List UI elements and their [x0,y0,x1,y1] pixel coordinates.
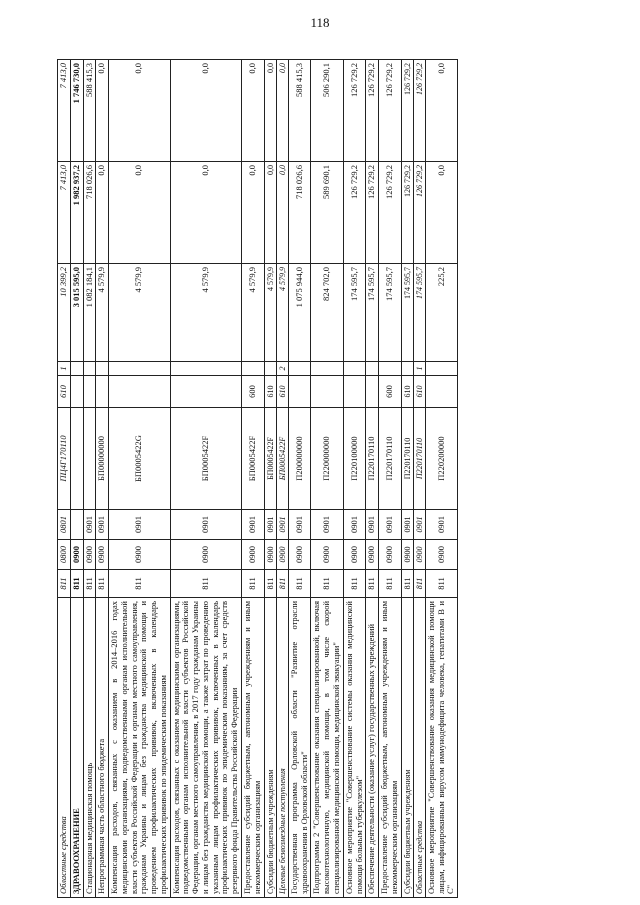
amount-2018: 10 399,2 [58,264,71,362]
row-title: Непрограммная часть областного бюджета [96,598,109,898]
table-row [343,60,366,898]
ministry-code: 811 [401,570,413,598]
subsection-code: 0801 [58,510,71,540]
table-row [276,60,288,898]
target-article-code: ПЦ4Г170110 [58,408,71,510]
amount-2019: 718 026,6 [288,162,311,264]
subsection-code: 0901 [109,510,171,540]
ministry-code: 811 [413,570,425,598]
subsection-code: 0901 [401,510,413,540]
amount-2020: 0,0 [264,60,276,162]
amount-2019: 126 729,2 [379,162,402,264]
target-article-code: БП00000000 [96,408,109,510]
target-article-code: БП0005422F [242,408,265,510]
subsection-code: 0901 [311,510,343,540]
target-article-code: П220100000 [343,408,366,510]
subsection-code: 0901 [96,510,109,540]
row-title: Областные средства [413,598,425,898]
amount-2020: 0,0 [276,60,288,162]
row-title: Целевые безвозмездные поступления [276,598,288,898]
row-title: ЗДРАВООХРАНЕНИЕ [70,598,83,898]
budget-table [57,59,458,898]
amount-2018: 225,2 [425,264,457,362]
amount-2020: 0,0 [96,60,109,162]
section-code: 0900 [83,540,96,570]
amount-2020: 588 415,3 [83,60,96,162]
amount-2019: 0,0 [276,162,288,264]
expense-type-code: 610 [276,376,288,408]
amount-2020: 0,0 [242,60,265,162]
table-row [288,60,311,898]
subsection-code: 0901 [413,510,425,540]
row-title: Областные средства [58,598,71,898]
ministry-code: 811 [288,570,311,598]
subsection-code: 0901 [288,510,311,540]
row-title: Компенсация расходов, связанных с оказанием медицинскими организациями, подведомственными органам исполнительной власти субъектов Российской Федерации, органам местного самоуправления, в 2017 году гражданам Украины и лицам без гражданства медицинской помощи, а также затрат по проведению указанным лицам профилактических прививок, включенных в календарь профилактических прививок по эпидемическим показаниям, за счет средств резервного фонда Правительства Российской Федерации [170,598,241,898]
expense-type-code [109,376,171,408]
section-code: 0800 [58,540,71,570]
row-title: Компенсация расходов, связанных с оказанием в 2014–2016 годах медицинскими организациями, подведомственными органам исполнительной власти субъектов Российской Федерации и органам местного самоуправления, гражданам Украины и лицам без гражданства медицинской помощи и проведением профилактических прививок, включенных в календарь профилактических прививок по эпидемическим показаниям [109,598,171,898]
expense-type-code [170,376,241,408]
row-title: Подпрограмма 2 "Совершенствование оказания специализированной, включая высокотехнологичную, медицинской помощи, в том числе скорой специализированной медицинской помощи, медицинской эвакуации" [311,598,343,898]
amount-2020: 0,0 [109,60,171,162]
expense-type-code [83,376,96,408]
expense-type-code [70,376,83,408]
table-row [366,60,379,898]
amount-2019: 0,0 [264,162,276,264]
amount-2020: 126 729,2 [379,60,402,162]
ministry-code: 811 [109,570,171,598]
amount-2019: 126 729,2 [401,162,413,264]
section-code: 0900 [170,540,241,570]
source-code: 2 [276,362,288,376]
amount-2019: 126 729,2 [413,162,425,264]
source-code [170,362,241,376]
section-code: 0900 [401,540,413,570]
table-row [413,60,425,898]
amount-2018: 4 579,9 [242,264,265,362]
expense-type-code [288,376,311,408]
target-article-code: П220170110 [366,408,379,510]
row-title: Предоставление субсидий бюджетным, автономным учреждениям и иным некоммерческим организациям [242,598,265,898]
subsection-code: 0901 [366,510,379,540]
row-title: Основное мероприятие "Совершенствование системы оказания медицинской помощи больным туберкулезом" [343,598,366,898]
ministry-code: 811 [96,570,109,598]
table-row [170,60,241,898]
source-code [70,362,83,376]
section-code: 0900 [366,540,379,570]
section-code: 0900 [288,540,311,570]
amount-2019: 589 690,1 [311,162,343,264]
budget-table-area [57,60,577,898]
source-code [343,362,366,376]
ministry-code: 811 [83,570,96,598]
source-code [288,362,311,376]
target-article-code: БП0005422G [109,408,171,510]
amount-2020: 1 746 730,0 [70,60,83,162]
amount-2019: 126 729,2 [343,162,366,264]
subsection-code: 0901 [242,510,265,540]
amount-2019: 0,0 [109,162,171,264]
source-code [242,362,265,376]
amount-2020: 126 729,2 [413,60,425,162]
amount-2019: 0,0 [242,162,265,264]
ministry-code: 811 [379,570,402,598]
expense-type-code: 610 [264,376,276,408]
expense-type-code: 600 [379,376,402,408]
source-code [311,362,343,376]
subsection-code: 0901 [343,510,366,540]
expense-type-code: 610 [401,376,413,408]
page-number: 118 [310,15,330,30]
amount-2019: 718 026,6 [83,162,96,264]
target-article-code: П220170110 [379,408,402,510]
ministry-code: 811 [170,570,241,598]
table-row [58,60,71,898]
source-code [264,362,276,376]
section-code: 0900 [379,540,402,570]
amount-2020: 126 729,2 [343,60,366,162]
section-code: 0900 [264,540,276,570]
ministry-code: 811 [311,570,343,598]
subsection-code: 0901 [276,510,288,540]
source-code [366,362,379,376]
amount-2018: 174 595,7 [366,264,379,362]
row-title: Субсидии бюджетным учреждениям [401,598,413,898]
row-title: Основное мероприятие "Совершенствование оказания медицинской помощи лицам, инфицированным вирусом иммунодефицита человека, гепатитами В и С" [425,598,457,898]
expense-type-code [96,376,109,408]
ministry-code: 811 [343,570,366,598]
source-code [401,362,413,376]
amount-2019: 1 982 937,2 [70,162,83,264]
expense-type-code [366,376,379,408]
amount-2018: 4 579,9 [170,264,241,362]
amount-2019: 0,0 [96,162,109,264]
target-article-code: П220000000 [311,408,343,510]
amount-2020: 506 290,1 [311,60,343,162]
table-row [379,60,402,898]
source-code: 1 [58,362,71,376]
expense-type-code [425,376,457,408]
table-row [311,60,343,898]
amount-2018: 4 579,9 [109,264,171,362]
section-code: 0900 [413,540,425,570]
target-article-code: БП0005422F [276,408,288,510]
amount-2018: 824 702,0 [311,264,343,362]
amount-2019: 0,0 [425,162,457,264]
table-row [242,60,265,898]
target-article-code: П220200000 [425,408,457,510]
row-title: Стационарная медицинская помощь [83,598,96,898]
ministry-code: 811 [242,570,265,598]
target-article-code: П220170110 [413,408,425,510]
subsection-code: 0901 [170,510,241,540]
target-article-code: П220170110 [401,408,413,510]
subsection-code: 0901 [379,510,402,540]
expense-type-code [311,376,343,408]
table-row [83,60,96,898]
amount-2018: 174 595,7 [401,264,413,362]
amount-2018: 174 595,7 [379,264,402,362]
amount-2020: 126 729,2 [366,60,379,162]
section-code: 0900 [343,540,366,570]
subsection-code: 0901 [425,510,457,540]
table-row [96,60,109,898]
subsection-code [70,510,83,540]
section-code: 0900 [276,540,288,570]
expense-type-code: 610 [413,376,425,408]
amount-2020: 7 413,0 [58,60,71,162]
table-row [401,60,413,898]
amount-2018: 1 075 944,0 [288,264,311,362]
row-title: Обеспечение деятельности (оказание услуг) государственных учреждений [366,598,379,898]
table-row [425,60,457,898]
ministry-code: 811 [264,570,276,598]
amount-2018: 174 595,7 [343,264,366,362]
row-title: Государственная программа Орловской области "Развитие отрасли здравоохранения в Орловской области" [288,598,311,898]
source-code [379,362,402,376]
amount-2020: 0,0 [425,60,457,162]
amount-2019: 126 729,2 [366,162,379,264]
source-code [96,362,109,376]
target-article-code [70,408,83,510]
ministry-code: 811 [58,570,71,598]
expense-type-code [343,376,366,408]
subsection-code: 0901 [83,510,96,540]
section-code: 0900 [425,540,457,570]
target-article-code: БП0005422F [264,408,276,510]
amount-2020: 0,0 [170,60,241,162]
target-article-code: П200000000 [288,408,311,510]
amount-2018: 4 579,9 [264,264,276,362]
ministry-code: 811 [276,570,288,598]
expense-type-code: 600 [242,376,265,408]
source-code [425,362,457,376]
source-code [109,362,171,376]
table-row [264,60,276,898]
amount-2018: 3 015 595,0 [70,264,83,362]
amount-2018: 1 082 184,1 [83,264,96,362]
section-code: 0900 [70,540,83,570]
ministry-code: 811 [366,570,379,598]
ministry-code: 811 [70,570,83,598]
target-article-code [83,408,96,510]
amount-2019: 7 413,0 [58,162,71,264]
amount-2020: 126 729,2 [401,60,413,162]
table-row [109,60,171,898]
table-row [70,60,83,898]
section-code: 0900 [109,540,171,570]
expense-type-code: 610 [58,376,71,408]
section-code: 0900 [311,540,343,570]
row-title: Субсидии бюджетным учреждениям [264,598,276,898]
source-code [83,362,96,376]
section-code: 0900 [242,540,265,570]
subsection-code: 0901 [264,510,276,540]
row-title: Предоставление субсидий бюджетным, автономным учреждениям и иным некоммерческим организациям [379,598,402,898]
section-code: 0900 [96,540,109,570]
source-code: 1 [413,362,425,376]
amount-2018: 174 595,7 [413,264,425,362]
amount-2019: 0,0 [170,162,241,264]
ministry-code: 811 [425,570,457,598]
amount-2020: 588 415,3 [288,60,311,162]
amount-2018: 4 579,9 [276,264,288,362]
amount-2018: 4 579,9 [96,264,109,362]
target-article-code: БП0005422F [170,408,241,510]
